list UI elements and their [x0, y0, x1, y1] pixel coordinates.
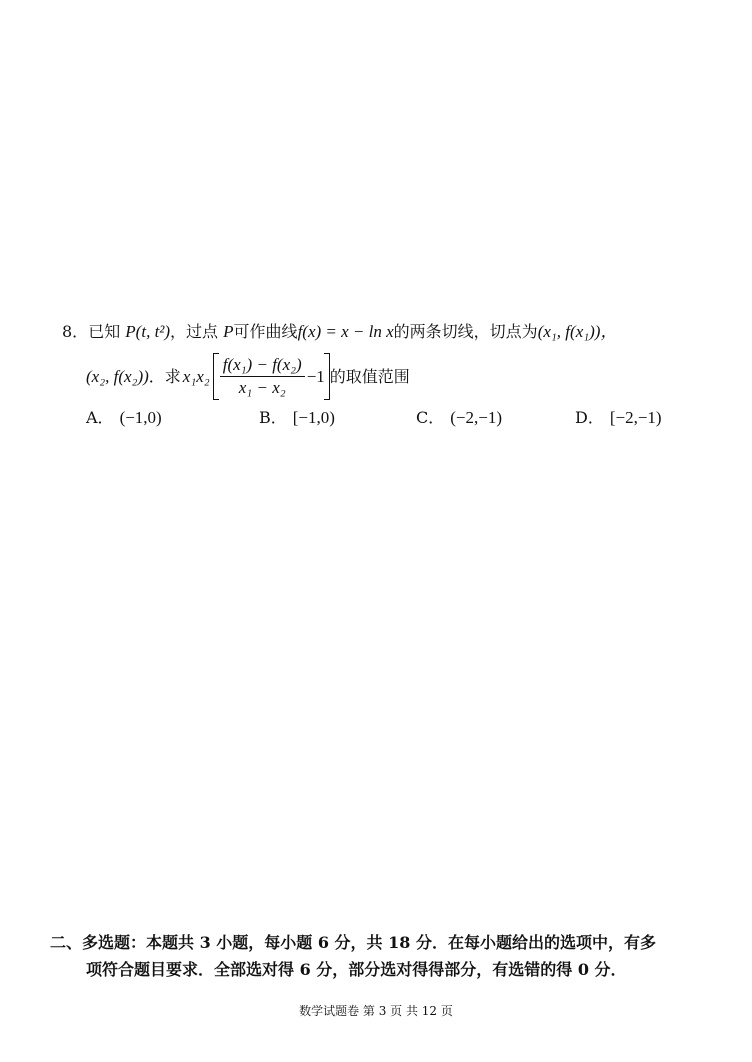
option-label: B．	[259, 408, 287, 427]
question-number: 8．	[62, 322, 89, 341]
option-label: C．	[416, 408, 445, 427]
fraction	[220, 355, 305, 398]
question-8-line-2	[86, 353, 410, 400]
question-text: ，过点	[170, 322, 219, 341]
section-2-heading-line-2: 项符合题目要求．全部选对得 6 分，部分选对得得部分，有选错的得 0 分．	[86, 960, 627, 979]
tangent-point-2: (x₂, f(x₂))	[86, 366, 149, 386]
option-value: (−2,−1)	[450, 408, 502, 427]
question-text: 的取值范围	[329, 366, 410, 386]
fraction-numerator: f(x₁) − f(x₂)	[220, 355, 305, 377]
point-expression: P(t, t²)	[125, 322, 171, 341]
question-text: 的两条切线，切点为	[393, 322, 538, 341]
section-2-heading-line-1: 二、多选题：本题共 3 小题，每小题 6 分，共 18 分．在每小题给出的选项中，有多	[50, 933, 656, 952]
curve-expression: f(x) = x − ln x	[297, 322, 394, 341]
tangent-point-1: (x₁, f(x₁))，	[537, 322, 618, 341]
question-text: 已知	[88, 322, 121, 341]
page-footer: 数学试题卷 第 3 页 共 12 页	[299, 1004, 453, 1018]
expression-prefix: x₁x₂	[182, 366, 210, 386]
option-value: [−2,−1)	[609, 408, 662, 427]
question-text: ．求	[148, 366, 181, 386]
point-name: P	[223, 322, 234, 341]
bracketed-expression	[213, 353, 330, 400]
option-label: A．	[86, 408, 114, 427]
question-text: 可作曲线	[233, 322, 298, 341]
option-label: D．	[575, 408, 604, 427]
option-value: [−1,0)	[292, 408, 335, 427]
option-c	[416, 405, 502, 428]
question-8-line-1	[62, 322, 617, 342]
option-b	[259, 405, 335, 428]
option-d	[575, 405, 662, 428]
minus-one: −1	[306, 366, 325, 386]
option-value: (−1,0)	[119, 408, 162, 427]
fraction-denominator: x₁ − x₂	[238, 378, 286, 397]
option-a	[86, 405, 162, 428]
